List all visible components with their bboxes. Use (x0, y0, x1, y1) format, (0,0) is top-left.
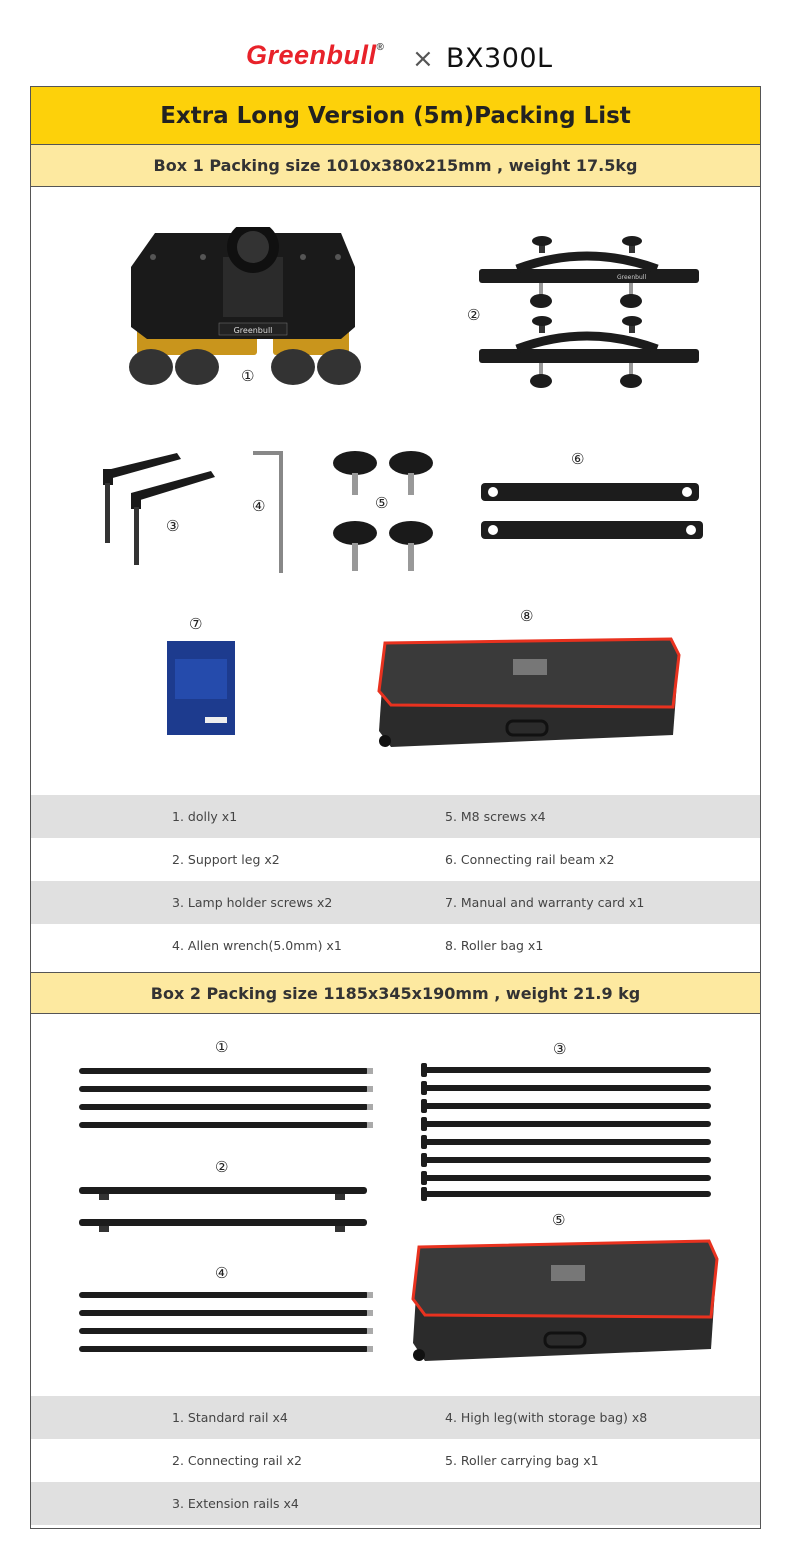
page-title: Extra Long Version (5m)Packing List (31, 87, 760, 145)
lamp-holder-screws-illustration (97, 447, 217, 567)
box2-marker-2: ② (215, 1158, 229, 1176)
manual-illustration (165, 639, 237, 737)
box1-item-1: 1. dolly x1 (172, 809, 238, 824)
box1-item-3: 3. Lamp holder screws x2 (172, 895, 333, 910)
box1-item-7: 7. Manual and warranty card x1 (445, 895, 645, 910)
dolly-brand-label: Greenbull (233, 326, 273, 335)
box2-marker-4: ④ (215, 1264, 229, 1282)
box2-marker-1: ① (215, 1038, 229, 1056)
collab-separator: × (412, 44, 434, 74)
support-leg-illustration (477, 235, 703, 395)
roller-carrying-bag-illustration (405, 1237, 721, 1369)
box2-item-3: 3. Extension rails x4 (172, 1496, 299, 1511)
high-legs-illustration (77, 1287, 377, 1357)
box1-marker-7: ⑦ (189, 615, 203, 633)
box1-list-row (31, 881, 760, 924)
box1-marker-8: ⑧ (520, 607, 534, 625)
box1-list-row (31, 795, 760, 838)
roller-bag-illustration (371, 635, 683, 755)
box2-marker-5: ⑤ (552, 1211, 566, 1229)
model-name: BX300L (446, 43, 553, 74)
brand-registered-mark: ® (376, 42, 385, 53)
extension-rails-illustration (415, 1061, 715, 1201)
box2-item-2: 2. Connecting rail x2 (172, 1453, 302, 1468)
box1-marker-1: ① (241, 367, 255, 385)
box2-marker-3: ③ (553, 1040, 567, 1058)
box1-list-row (31, 924, 760, 967)
support-leg-brand-label: Greenbull (617, 274, 647, 281)
box2-item-4: 4. High leg(with storage bag) x8 (445, 1410, 648, 1425)
box2-list-row (31, 1396, 760, 1439)
connecting-rails-illustration (77, 1183, 369, 1235)
box2-item-5: 5. Roller carrying bag x1 (445, 1453, 599, 1468)
box1-marker-4: ④ (252, 497, 266, 515)
brand-name: Greenbull (246, 40, 377, 70)
packing-list-frame (30, 86, 761, 1529)
box1-item-2: 2. Support leg x2 (172, 852, 280, 867)
box1-list-row (31, 838, 760, 881)
brand-logo (246, 40, 384, 71)
box1-heading: Box 1 Packing size 1010x380x215mm , weight 17.5kg (31, 145, 760, 187)
box2-heading: Box 2 Packing size 1185x345x190mm , weight 21.9 kg (31, 972, 760, 1014)
page-header (0, 0, 790, 86)
connecting-rail-beam-illustration (477, 479, 707, 549)
box1-marker-3: ③ (166, 517, 180, 535)
box1-marker-6: ⑥ (571, 450, 585, 468)
box1-item-6: 6. Connecting rail beam x2 (445, 852, 615, 867)
box2-item-1: 1. Standard rail x4 (172, 1410, 288, 1425)
box2-list-row (31, 1439, 760, 1482)
standard-rails-illustration (77, 1063, 377, 1133)
box1-item-4: 4. Allen wrench(5.0mm) x1 (172, 938, 342, 953)
box1-item-8: 8. Roller bag x1 (445, 938, 544, 953)
box1-marker-2: ② (467, 306, 481, 324)
box1-marker-5: ⑤ (375, 494, 389, 512)
m8-screws-illustration (331, 449, 441, 579)
box1-item-5: 5. M8 screws x4 (445, 809, 546, 824)
box2-list-row (31, 1482, 760, 1525)
